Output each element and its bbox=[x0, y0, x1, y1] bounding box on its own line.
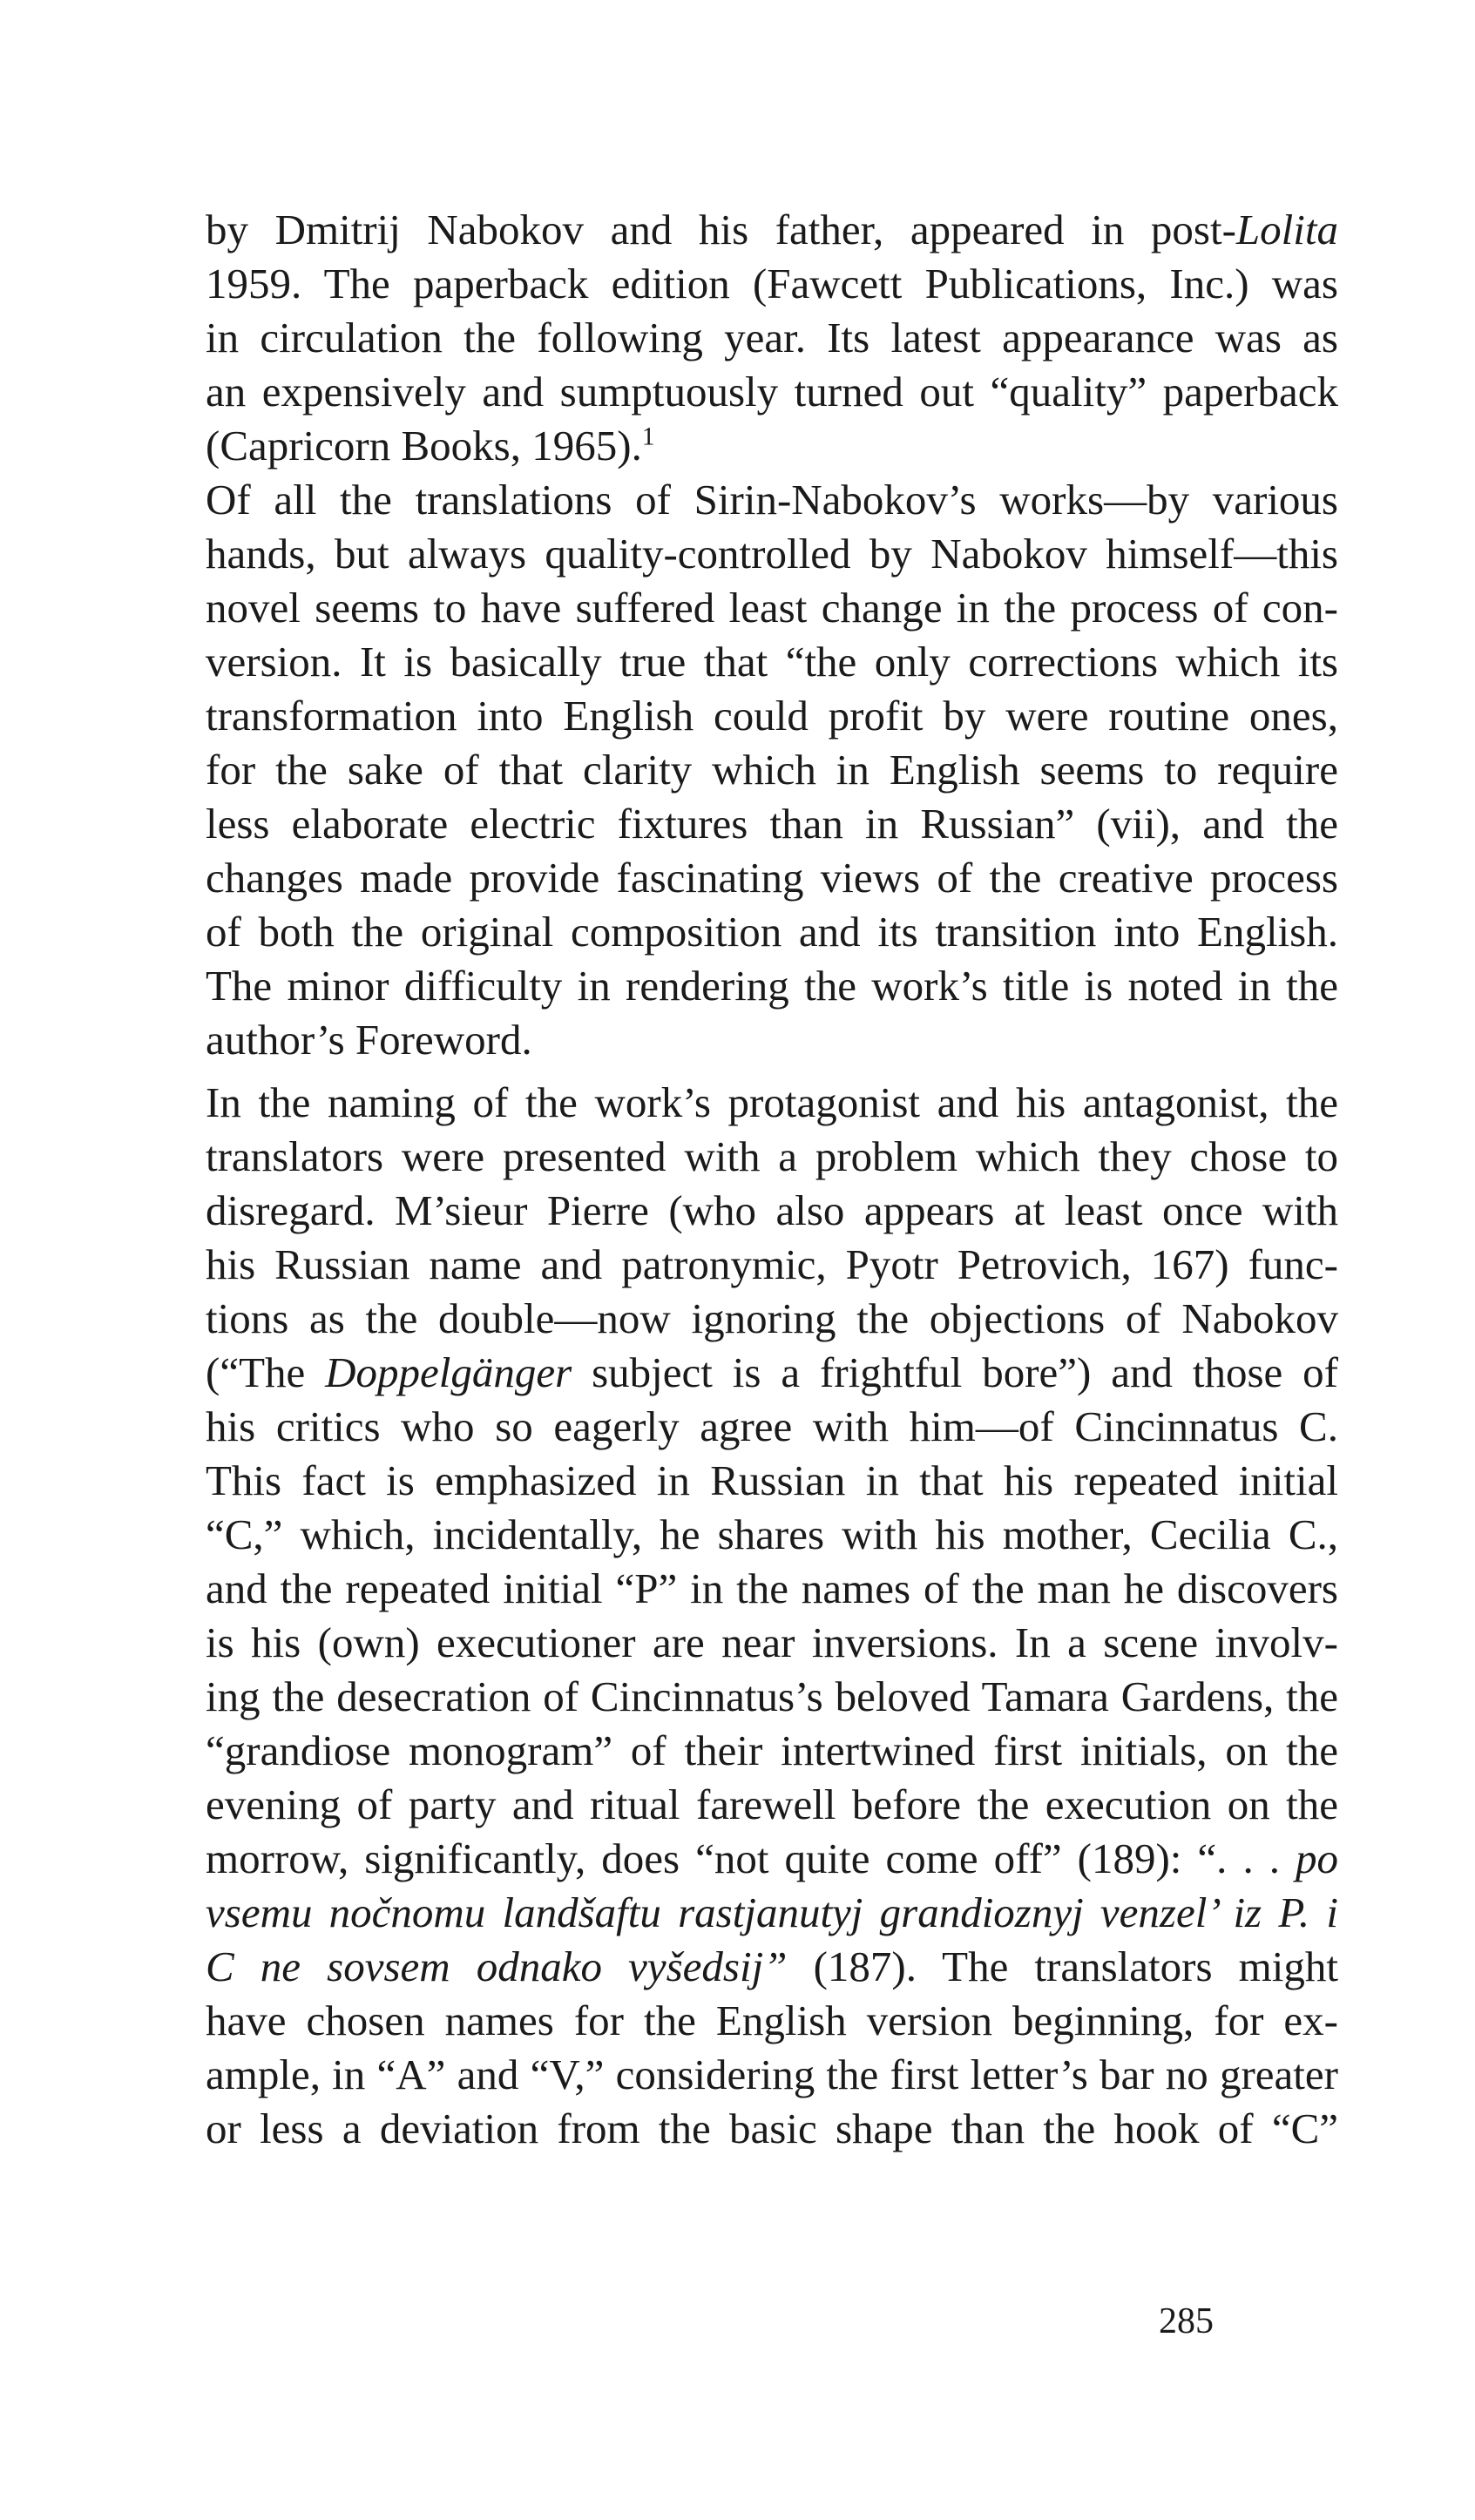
text-line: disregard. M’sieur Pierre (who also appears at least once with bbox=[206, 1186, 1338, 1234]
text-line: changes made provide fascinating views of the creative process bbox=[206, 854, 1338, 902]
text-line: novel seems to have suffered least change in the process of con- bbox=[206, 584, 1338, 632]
text-line: translators were presented with a problem which they chose to bbox=[206, 1132, 1338, 1180]
text-line: by Dmitrij Nabokov and his father, appeared in post-Lolita bbox=[206, 206, 1338, 253]
text-line: of both the original composition and its transition into English. bbox=[206, 908, 1338, 956]
text-line: or less a deviation from the basic shape than the hook of “C” bbox=[206, 2105, 1338, 2152]
text-line: ing the desecration of Cincinnatus’s beloved Tamara Gardens, the bbox=[206, 1672, 1338, 1720]
text-line: (“The Doppelgänger subject is a frightful bore”) and those of bbox=[206, 1348, 1338, 1396]
text-line: version. It is basically true that “the only corrections which its bbox=[206, 638, 1338, 686]
text-line: (Capricorn Books, 1965).$^1$ bbox=[206, 422, 655, 470]
text-line: “C,” which, incidentally, he shares with his mother, Cecilia C., bbox=[206, 1510, 1338, 1558]
text-line: 1959. The paperback edition (Fawcett Publications, Inc.) was bbox=[206, 260, 1338, 307]
text-line: morrow, significantly, does “not quite come off” (189): “. . . po bbox=[206, 1834, 1338, 1882]
text-line: is his (own) executioner are near inversions. In a scene involv- bbox=[206, 1618, 1338, 1666]
text-line: evening of party and ritual farewell before the execution on the bbox=[206, 1780, 1338, 1828]
text-line: hands, but always quality-controlled by Nabokov himself—this bbox=[206, 530, 1338, 578]
text-line: his Russian name and patronymic, Pyotr Petrovich, 167) func- bbox=[206, 1240, 1338, 1288]
text-line: tions as the double—now ignoring the objections of Nabokov bbox=[206, 1294, 1338, 1342]
text-line: vsemu nočnomu landšaftu rastjanutyj grandioznyj venzel’ iz P. i bbox=[206, 1888, 1338, 1936]
text-line: ample, in “A” and “V,” considering the first letter’s bar no greater bbox=[206, 2050, 1338, 2098]
text-line: an expensively and sumptuously turned out “quality” paperback bbox=[206, 368, 1338, 415]
text-line: This fact is emphasized in Russian in that his repeated initial bbox=[206, 1456, 1338, 1504]
page-number: 285 bbox=[1159, 2301, 1214, 2341]
text-line: “grandiose monogram” of their intertwined first initials, on the bbox=[206, 1726, 1338, 1774]
text-line: The minor difficulty in rendering the work’s title is noted in the bbox=[206, 962, 1338, 1010]
text-line: for the sake of that clarity which in English seems to require bbox=[206, 746, 1338, 794]
paragraph bbox=[206, 203, 1338, 473]
text-line: transformation into English could profit by were routine ones, bbox=[206, 692, 1338, 740]
paragraph bbox=[206, 1076, 1338, 2156]
text-line: In the naming of the work’s protagonist and his antagonist, the bbox=[206, 1078, 1338, 1126]
text-line: C ne sovsem odnako vyšedsij” (187). The translators might bbox=[206, 1942, 1338, 1990]
text-line: his critics who so eagerly agree with him—of Cincinnatus C. bbox=[206, 1402, 1338, 1450]
text-line: author’s Foreword. bbox=[206, 1016, 532, 1064]
text-line: Of all the translations of Sirin-Nabokov’s works—by various bbox=[206, 476, 1338, 524]
text-line: in circulation the following year. Its latest appearance was as bbox=[206, 314, 1338, 361]
text-line: and the repeated initial “P” in the names of the man he discovers bbox=[206, 1564, 1338, 1612]
text-line: have chosen names for the English version beginning, for ex- bbox=[206, 1996, 1338, 2044]
body-text bbox=[206, 203, 1338, 2156]
paragraph bbox=[206, 473, 1338, 1067]
text-line: less elaborate electric fixtures than in Russian” (vii), and the bbox=[206, 800, 1338, 848]
